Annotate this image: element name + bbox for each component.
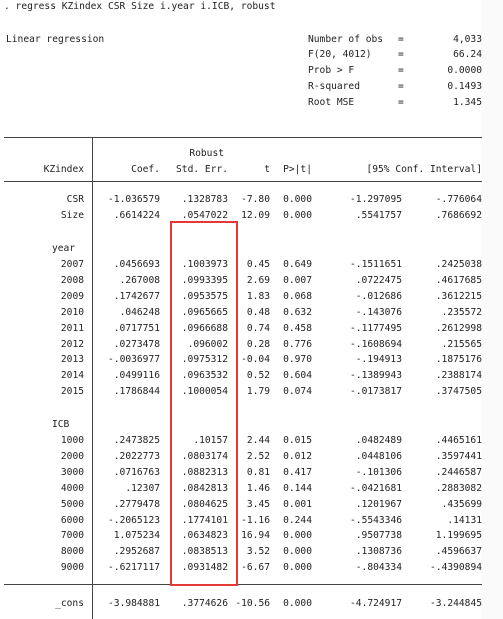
cell-p: 0.007 — [283, 274, 312, 286]
cell-name: Size — [60, 209, 84, 221]
cell-hi: .14131 — [447, 514, 482, 526]
stat-label: Prob > F — [308, 65, 355, 76]
cell-name: 2010 — [60, 306, 84, 318]
cell-coef: .1742677 — [113, 290, 160, 302]
cell-lo: -.012686 — [355, 290, 402, 302]
cell-coef: -3.984881 — [108, 598, 160, 609]
cell-se: .0993395 — [181, 274, 228, 286]
cell-coef: .2022773 — [113, 450, 160, 462]
cell-lo: -.101306 — [355, 466, 402, 478]
cell-se: .1774101 — [181, 514, 228, 526]
cell-lo: .0448106 — [355, 450, 402, 462]
cell-p: 0.649 — [283, 259, 312, 270]
cell-coef: .0716763 — [113, 466, 160, 478]
cell-hi: .215565 — [441, 338, 482, 350]
cell-hi: .7686692 — [435, 209, 482, 221]
header-coef: Coef. — [131, 164, 160, 175]
cell-hi: .235572 — [441, 306, 482, 318]
cell-name: 4000 — [60, 482, 84, 494]
cell-se: .3774626 — [181, 598, 228, 609]
cell-hi: .1875176 — [435, 354, 482, 366]
cell-se: .0838513 — [181, 546, 228, 558]
cell-hi: -.776064 — [435, 194, 482, 205]
cell-hi: .4617685 — [435, 274, 482, 286]
cell-name: 2015 — [60, 386, 84, 398]
cell-coef: -.2065123 — [108, 514, 160, 526]
cell-hi: 1.199695 — [435, 530, 482, 542]
cell-p: 0.244 — [283, 514, 312, 526]
cell-t: 16.94 — [241, 530, 270, 542]
cell-se: .0882313 — [181, 466, 228, 478]
cell-t: 0.45 — [246, 259, 270, 270]
cell-hi: .435699 — [441, 498, 482, 510]
cell-t: 3.45 — [246, 498, 270, 510]
header-p: P>|t| — [283, 164, 312, 175]
table-column-divider — [92, 137, 93, 619]
cell-p: 0.776 — [283, 338, 312, 350]
header-robust: Robust — [189, 148, 224, 159]
cell-coef: .046248 — [119, 306, 160, 318]
cell-hi: .3747505 — [435, 386, 482, 398]
cell-p: 0.000 — [283, 209, 312, 221]
cell-coef: .0717751 — [113, 322, 160, 334]
cell-lo: -.143076 — [355, 306, 402, 318]
cell-coef: .267008 — [119, 274, 160, 286]
cell-p: 0.970 — [283, 354, 312, 366]
cell-name: 2011 — [60, 322, 84, 334]
cell-t: 2.52 — [246, 450, 270, 462]
cell-coef: .2473825 — [113, 435, 160, 446]
group-label-year: year — [52, 243, 76, 254]
cell-name: 2012 — [60, 338, 84, 350]
cell-lo: -.0421681 — [350, 482, 402, 494]
cell-coef: .1786844 — [113, 386, 160, 398]
cell-hi: .3597441 — [435, 450, 482, 462]
header-t: t — [264, 164, 270, 175]
cell-p: 0.000 — [283, 598, 312, 609]
stat-label: F(20, 4012) — [308, 49, 372, 60]
cell-coef: -1.036579 — [108, 194, 160, 205]
cell-p: 0.015 — [283, 435, 312, 446]
stat-eq: = — [398, 97, 404, 108]
cell-lo: -.0173817 — [350, 386, 402, 398]
cell-p: 0.604 — [283, 370, 312, 382]
cell-name: 2009 — [60, 290, 84, 302]
cell-t: 1.46 — [246, 482, 270, 494]
cell-se: .0963532 — [181, 370, 228, 382]
cell-t: 3.52 — [246, 546, 270, 558]
cell-hi: .4596637 — [435, 546, 482, 558]
cell-t: -0.04 — [241, 354, 270, 366]
cell-name: _cons — [55, 598, 84, 609]
cell-se: .0547022 — [181, 209, 228, 221]
cell-coef: .2779478 — [113, 498, 160, 510]
cell-name: 2008 — [60, 274, 84, 286]
scrollbar-track[interactable] — [481, 0, 503, 619]
cell-se: .1003973 — [181, 259, 228, 270]
cell-lo: -.1608694 — [350, 338, 402, 350]
cell-name: 9000 — [60, 562, 84, 574]
cell-t: -10.56 — [235, 598, 270, 609]
command-line: . regress KZindex CSR Size i.year i.ICB, robust — [4, 1, 276, 12]
cell-p: 0.458 — [283, 322, 312, 334]
cell-coef: 1.075234 — [113, 530, 160, 542]
stat-value: 1.345 — [453, 97, 482, 108]
stat-eq: = — [398, 34, 404, 45]
cell-lo: .1201967 — [355, 498, 402, 510]
cell-coef: .2952687 — [113, 546, 160, 558]
cell-name: 2014 — [60, 370, 84, 382]
cell-name: 2007 — [60, 259, 84, 270]
cell-coef: .0273478 — [113, 338, 160, 350]
cell-se: .0803174 — [181, 450, 228, 462]
cell-t: 2.69 — [246, 274, 270, 286]
cell-p: 0.000 — [283, 546, 312, 558]
cell-p: 0.001 — [283, 498, 312, 510]
group-label-icb: ICB — [52, 419, 70, 430]
table-header-rule — [4, 181, 482, 182]
stat-label: Number of obs — [308, 34, 384, 45]
cell-t: 1.79 — [246, 386, 270, 398]
cell-se: .096002 — [187, 338, 228, 350]
cell-coef: .0499116 — [113, 370, 160, 382]
cell-name: 2000 — [60, 450, 84, 462]
cell-lo: -.804334 — [355, 562, 402, 574]
cell-lo: -.5543346 — [350, 514, 402, 526]
header-se: Std. Err. — [176, 164, 228, 175]
cell-se: .0953575 — [181, 290, 228, 302]
cell-se: .0931482 — [181, 562, 228, 574]
cell-hi: .2425038 — [435, 259, 482, 270]
cell-lo: .5541757 — [355, 209, 402, 221]
cell-se: .1000054 — [181, 386, 228, 398]
cell-se: .0975312 — [181, 354, 228, 366]
cell-t: -7.80 — [241, 194, 270, 205]
stat-value: 4,033 — [453, 34, 482, 45]
cell-p: 0.632 — [283, 306, 312, 318]
stat-label: R-squared — [308, 81, 360, 92]
stat-value: 66.24 — [453, 49, 482, 60]
cell-t: -6.67 — [241, 562, 270, 574]
cell-hi: .2446587 — [435, 466, 482, 478]
cell-lo: .0722475 — [355, 274, 402, 286]
table-separator-rule — [4, 584, 482, 585]
cell-name: 2013 — [60, 354, 84, 366]
cell-p: 0.074 — [283, 386, 312, 398]
cell-name: 6000 — [60, 514, 84, 526]
cell-name: 8000 — [60, 546, 84, 558]
cell-t: 0.81 — [246, 466, 270, 478]
cell-p: 0.000 — [283, 562, 312, 574]
cell-hi: -3.244845 — [430, 598, 482, 609]
cell-p: 0.012 — [283, 450, 312, 462]
cell-lo: .1308736 — [355, 546, 402, 558]
cell-lo: -.1389943 — [350, 370, 402, 382]
cell-lo: -.1511651 — [350, 259, 402, 270]
header-depvar: KZindex — [43, 164, 84, 175]
highlight-box — [170, 221, 238, 586]
cell-se: .0842813 — [181, 482, 228, 494]
cell-coef: .0456693 — [113, 259, 160, 270]
cell-p: 0.000 — [283, 530, 312, 542]
cell-t: 1.83 — [246, 290, 270, 302]
cell-se: .0966688 — [181, 322, 228, 334]
cell-se: .0634823 — [181, 530, 228, 542]
cell-name: 3000 — [60, 466, 84, 478]
cell-t: 2.44 — [246, 435, 270, 446]
cell-coef: -.0036977 — [108, 354, 160, 366]
cell-se: .10157 — [193, 435, 228, 446]
cell-p: 0.417 — [283, 466, 312, 478]
cell-lo: -.1177495 — [350, 322, 402, 334]
cell-hi: .2883082 — [435, 482, 482, 494]
cell-t: 0.52 — [246, 370, 270, 382]
stat-eq: = — [398, 49, 404, 60]
header-ci: [95% Conf. Interval] — [366, 164, 482, 175]
cell-t: 0.48 — [246, 306, 270, 318]
cell-p: 0.000 — [283, 194, 312, 205]
cell-se: .0965665 — [181, 306, 228, 318]
cell-hi: .3612215 — [435, 290, 482, 302]
cell-t: 0.28 — [246, 338, 270, 350]
cell-lo: -4.724917 — [350, 598, 402, 609]
stat-eq: = — [398, 81, 404, 92]
cell-name: 5000 — [60, 498, 84, 510]
stat-eq: = — [398, 65, 404, 76]
cell-hi: -.4390894 — [430, 562, 482, 574]
table-top-rule — [4, 137, 482, 138]
cell-t: 12.09 — [241, 209, 270, 221]
cell-lo: -.194913 — [355, 354, 402, 366]
cell-se: .0804625 — [181, 498, 228, 510]
cell-t: -1.16 — [241, 514, 270, 526]
stat-label: Root MSE — [308, 97, 355, 108]
cell-coef: .6614224 — [113, 209, 160, 221]
cell-hi: .2388174 — [435, 370, 482, 382]
cell-lo: .0482489 — [355, 435, 402, 446]
cell-p: 0.144 — [283, 482, 312, 494]
cell-hi: .4465161 — [435, 435, 482, 446]
cell-lo: .9507738 — [355, 530, 402, 542]
cell-t: 0.74 — [246, 322, 270, 334]
cell-name: CSR — [66, 194, 84, 205]
cell-coef: .12307 — [125, 482, 160, 494]
cell-lo: -1.297095 — [350, 194, 402, 205]
model-title: Linear regression — [6, 34, 105, 45]
cell-coef: -.6217117 — [108, 562, 160, 574]
stat-value: 0.0000 — [447, 65, 482, 76]
cell-se: .1328783 — [181, 194, 228, 205]
stat-value: 0.1493 — [447, 81, 482, 92]
cell-name: 7000 — [60, 530, 84, 542]
cell-name: 1000 — [60, 435, 84, 446]
cell-hi: .2612998 — [435, 322, 482, 334]
cell-p: 0.068 — [283, 290, 312, 302]
